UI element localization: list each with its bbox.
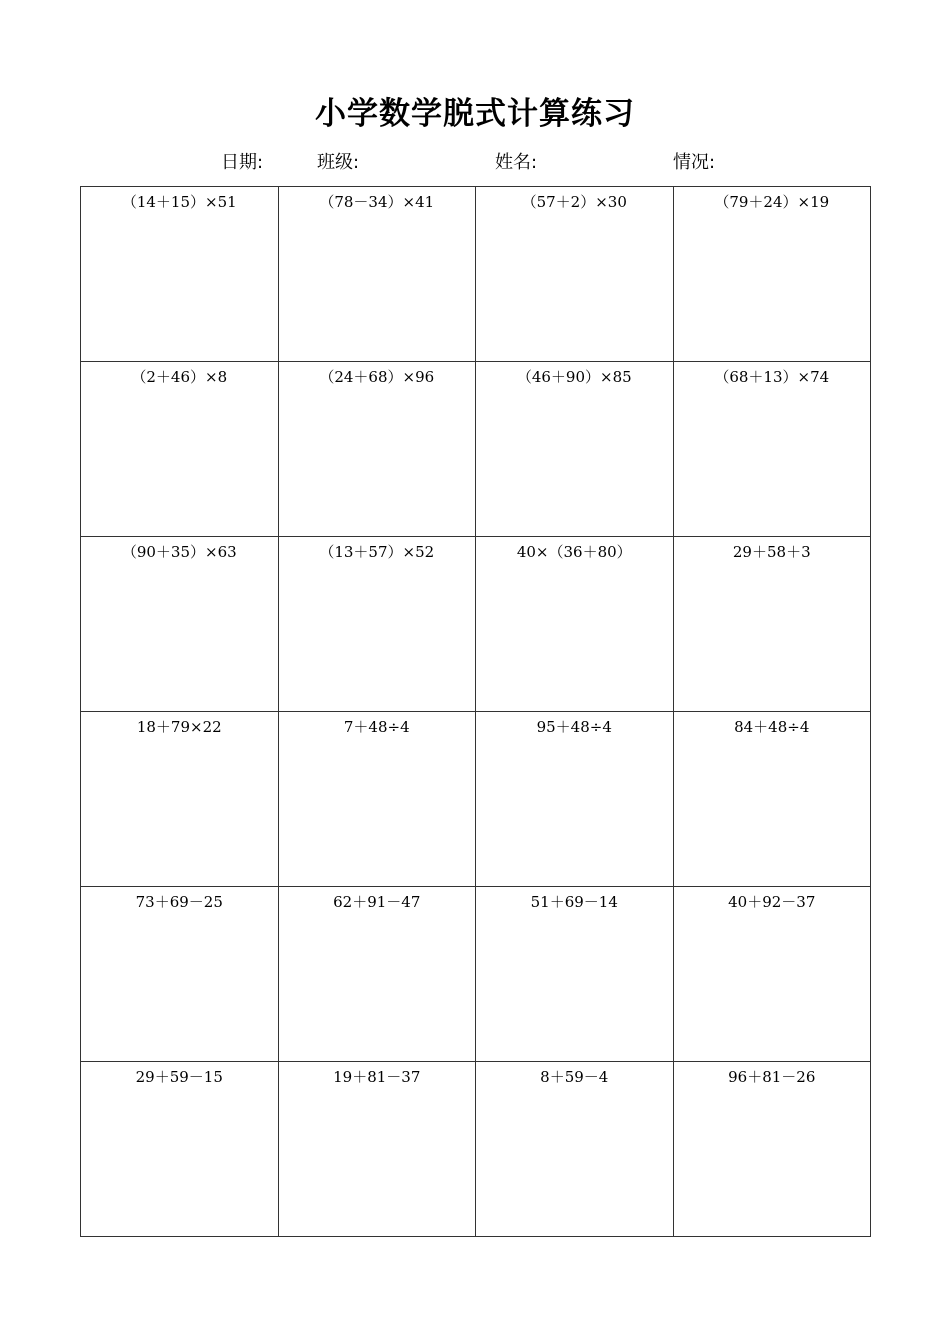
status-label: 情况: <box>673 152 716 173</box>
problem-cell: （79＋24）×19 <box>674 187 872 362</box>
problem-cell: （14＋15）×51 <box>81 187 279 362</box>
problem-cell: 19＋81－37 <box>279 1062 477 1237</box>
problem-cell: （24＋68）×96 <box>279 362 477 537</box>
problem-cell: 18＋79×22 <box>81 712 279 887</box>
problem-cell: （78－34）×41 <box>279 187 477 362</box>
problem-cell: （57＋2）×30 <box>476 187 674 362</box>
date-label: 日期: <box>221 152 264 173</box>
problem-cell: （46＋90）×85 <box>476 362 674 537</box>
problem-cell: 96＋81－26 <box>674 1062 872 1237</box>
problem-cell: 95＋48÷4 <box>476 712 674 887</box>
class-label: 班级: <box>317 152 360 173</box>
problem-cell: 40×（36＋80） <box>476 537 674 712</box>
problem-cell: 29＋59－15 <box>81 1062 279 1237</box>
problem-cell: 73＋69－25 <box>81 887 279 1062</box>
problem-cell: 40＋92－37 <box>674 887 872 1062</box>
problem-cell: 62＋91－47 <box>279 887 477 1062</box>
worksheet-title: 小学数学脱式计算练习 <box>315 96 635 132</box>
problem-cell: （13＋57）×52 <box>279 537 477 712</box>
problem-grid <box>80 186 871 1237</box>
problem-cell: 8＋59－4 <box>476 1062 674 1237</box>
name-label: 姓名: <box>495 152 538 173</box>
problem-cell: （2＋46）×8 <box>81 362 279 537</box>
problem-cell: （68＋13）×74 <box>674 362 872 537</box>
problem-cell: 84＋48÷4 <box>674 712 872 887</box>
problem-cell: 29＋58＋3 <box>674 537 872 712</box>
problem-cell: 51＋69－14 <box>476 887 674 1062</box>
problem-cell: （90＋35）×63 <box>81 537 279 712</box>
problem-cell: 7＋48÷4 <box>279 712 477 887</box>
